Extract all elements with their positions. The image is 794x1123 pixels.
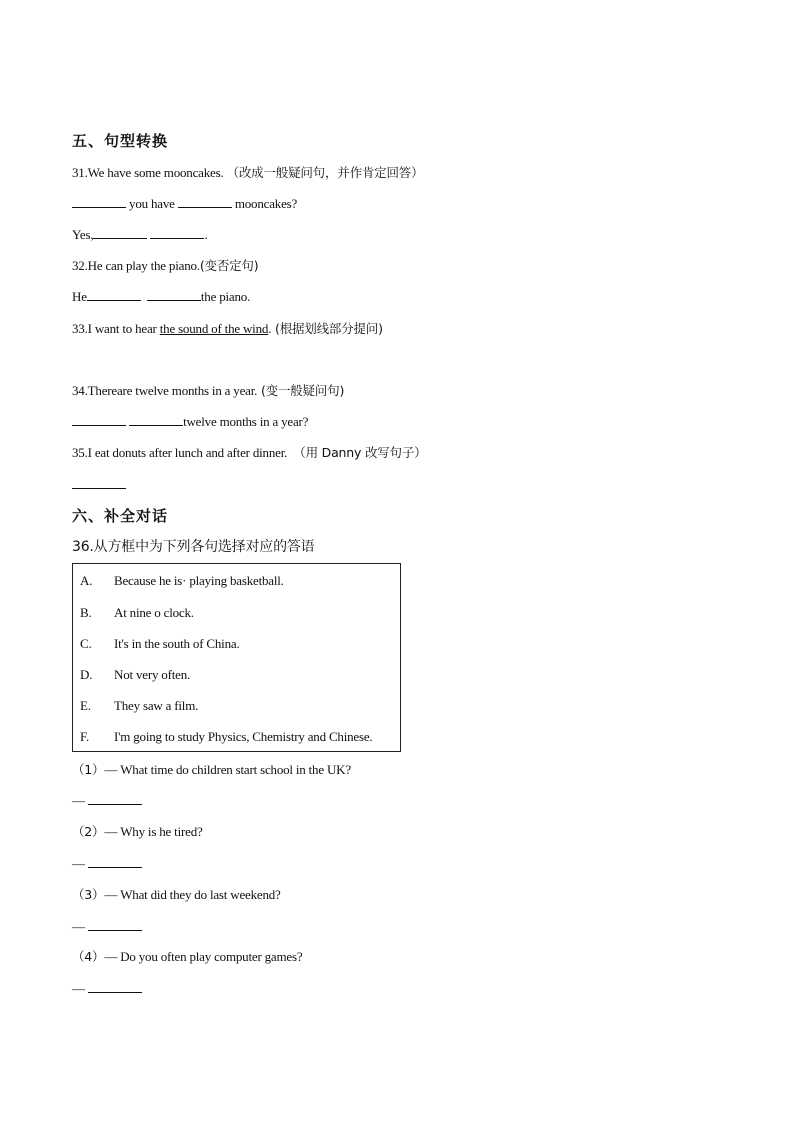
option-b [80, 604, 194, 622]
dialog-question-3 [72, 886, 281, 904]
option-d [80, 666, 190, 684]
question-31-text: 31.We have some mooncakes. [72, 165, 224, 180]
dialog-number: （3） [72, 887, 105, 902]
answer-line-text: He [72, 289, 87, 304]
dialog-question-4 [72, 948, 302, 966]
dialog-number: （1） [72, 762, 105, 777]
answer-blank[interactable] [178, 195, 232, 208]
dialog-question-text: — What did they do last weekend? [104, 887, 281, 902]
question-35-text: 35.I eat donuts after lunch and after dinner. [72, 445, 288, 460]
option-letter: B. [80, 605, 92, 620]
question-32 [72, 257, 258, 275]
dialog-number: （4） [72, 949, 105, 964]
question-36: 36.从方框中为下列各句选择对应的答语 [72, 539, 315, 555]
question-32-text: 32.He can play the piano. [72, 258, 200, 273]
option-text: Because he is· playing basketball. [114, 573, 284, 588]
options-box [72, 563, 401, 752]
dialog-answer-1 [72, 792, 142, 810]
dialog-answer-3 [72, 918, 142, 936]
question-31-answer-line-1 [72, 195, 297, 213]
answer-blank[interactable] [88, 792, 142, 805]
answer-dash: — [72, 919, 88, 934]
answer-blank[interactable] [72, 476, 126, 489]
dialog-answer-2 [72, 855, 142, 873]
option-c [80, 635, 240, 653]
answer-line-text: Yes, [72, 227, 94, 242]
question-32-note: (变否定句) [199, 258, 259, 273]
question-33-text-end: . [268, 321, 272, 336]
option-a [80, 572, 284, 590]
question-35-note: （用 Danny 改写句子） [293, 445, 427, 460]
option-f [80, 728, 372, 746]
question-31-answer-line-2 [72, 226, 208, 244]
answer-blank[interactable] [150, 226, 204, 239]
answer-blank[interactable] [93, 226, 147, 239]
answer-blank[interactable] [87, 288, 141, 301]
question-33-note: (根据划线部分提问) [271, 321, 383, 336]
question-33-text: 33.I want to hear [72, 321, 160, 336]
dialog-answer-4 [72, 980, 142, 998]
answer-line-text: mooncakes? [231, 196, 298, 211]
answer-line-text: twelve months in a year? [183, 414, 309, 429]
option-text: They saw a film. [114, 698, 199, 713]
question-34-text: 34.Thereare twelve months in a year. [72, 383, 258, 398]
answer-line-text: . [204, 227, 208, 242]
answer-dash: — [72, 793, 88, 808]
option-text: I'm going to study Physics, Chemistry and Chinese. [114, 729, 373, 744]
answer-line-text: you have [126, 196, 178, 211]
question-35-answer-line [72, 476, 126, 494]
question-34-answer-line [72, 413, 308, 431]
answer-blank[interactable] [72, 195, 126, 208]
answer-blank[interactable] [147, 288, 201, 301]
section-6-title: 六、补全对话 [72, 507, 169, 525]
section-5-title: 五、句型转换 [72, 132, 169, 150]
question-35 [72, 444, 426, 462]
question-32-answer-line [72, 288, 250, 306]
answer-blank[interactable] [72, 413, 126, 426]
option-e [80, 697, 198, 715]
dialog-question-text: — Why is he tired? [104, 824, 203, 839]
dialog-question-text: — Do you often play computer games? [104, 949, 303, 964]
option-letter: A. [80, 573, 93, 588]
question-34 [72, 382, 344, 400]
option-letter: C. [80, 636, 92, 651]
dialog-number: （2） [72, 824, 105, 839]
dialog-question-text: — What time do children start school in the UK? [104, 762, 351, 777]
question-34-note: (变一般疑问句) [257, 383, 345, 398]
answer-dash: — [72, 981, 88, 996]
answer-blank[interactable] [88, 855, 142, 868]
answer-dash: — [72, 856, 88, 871]
answer-line-text: the piano. [200, 289, 251, 304]
option-letter: E. [80, 698, 91, 713]
answer-blank[interactable] [88, 918, 142, 931]
option-letter: D. [80, 667, 93, 682]
dialog-question-2 [72, 823, 203, 841]
question-31-note: （改成一般疑问句，并作肯定回答） [226, 165, 424, 180]
answer-blank[interactable] [88, 980, 142, 993]
dialog-question-1 [72, 761, 351, 779]
option-letter: F. [80, 729, 90, 744]
answer-blank[interactable] [129, 413, 183, 426]
question-31 [72, 164, 423, 182]
option-text: It's in the south of China. [114, 636, 240, 651]
option-text: Not very often. [114, 667, 191, 682]
option-text: At nine o clock. [114, 605, 194, 620]
question-33 [72, 320, 383, 338]
question-33-underlined-phrase: the sound of the wind [159, 321, 269, 336]
